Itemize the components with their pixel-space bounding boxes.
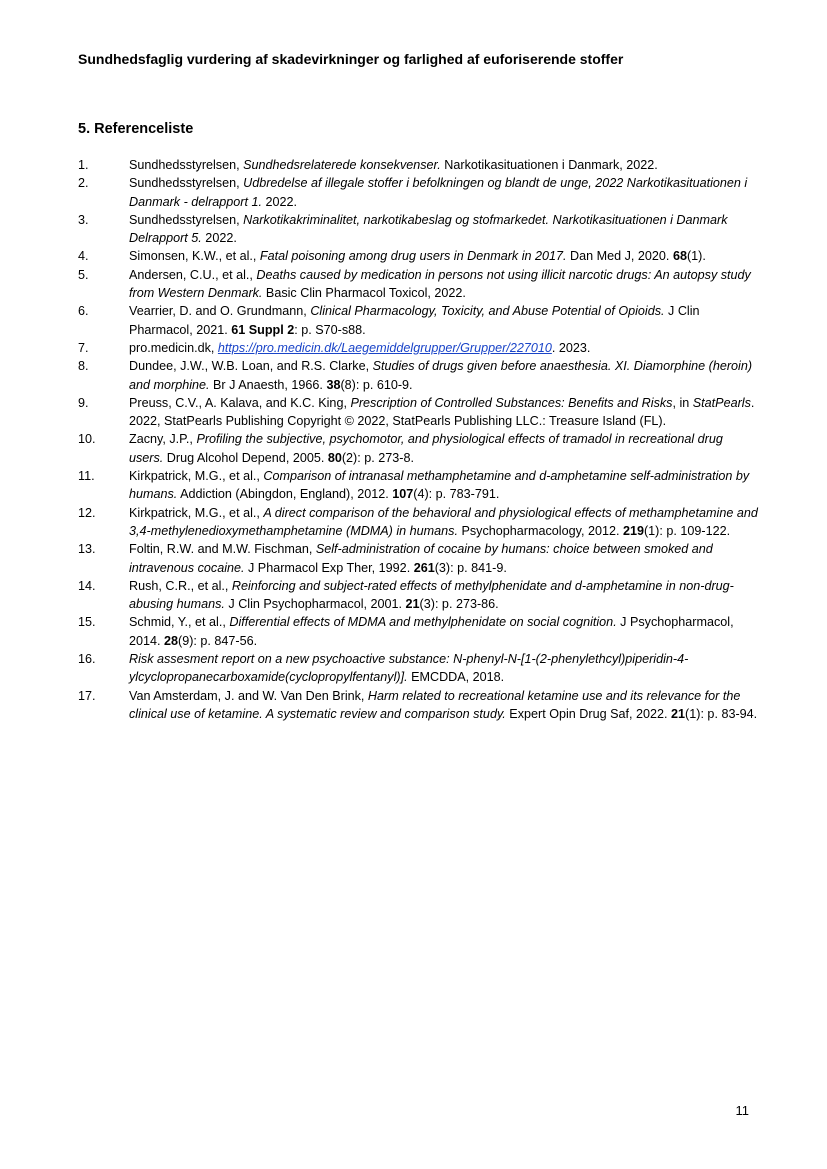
reference-segment: Kirkpatrick, M.G., et al., [129,505,264,520]
reference-segment: 2022. [262,194,298,209]
reference-text [129,302,758,339]
reference-segment: Rush, C.R., et al., [129,578,232,593]
reference-item [78,174,758,211]
reference-item [78,156,758,174]
reference-text [129,687,758,724]
reference-segment: Dundee, J.W., W.B. Loan, and R.S. Clarke, [129,359,373,374]
reference-text [129,540,758,577]
reference-title: Risk assesment report on a new psychoactive substance: N-phenyl-N-[1-(2-phenylethcyl)piperidin-4-ylcyclopropanecarboxamide(cyclopropylfentanyl)]. [129,652,689,685]
reference-number: 9. [78,395,89,410]
reference-text [129,266,758,303]
reference-title: Comparison of intranasal methamphetamine and d-amphetamine self-administration by humans. [129,469,750,502]
reference-title: Differential effects of MDMA and methylphenidate on social cognition. [229,615,617,630]
reference-item [78,687,758,724]
reference-item [78,266,758,303]
reference-text [129,247,758,265]
reference-segment: (1): p. 83-94. [685,706,758,721]
reference-segment: Addiction (Abingdon, England), 2012. [177,487,393,502]
reference-segment: Kirkpatrick, M.G., et al., [129,469,264,484]
reference-segment: . 2023. [551,340,591,355]
reference-title: Harm related to recreational ketamine use and its relevance for the clinical use of ketamine. A systematic review and comparison study. [129,688,741,721]
reference-volume: 38 [326,377,341,392]
reference-text [129,613,758,650]
reference-segment: Sundhedsstyrelsen, [129,176,244,191]
reference-segment: Br J Anaesth, 1966. [209,377,327,392]
reference-segment: Drug Alcohol Depend, 2005. [163,450,328,465]
reference-volume: 107 [392,487,414,502]
reference-segment: (8): p. 610-9. [340,377,413,392]
reference-text [129,430,758,467]
reference-item [78,577,758,614]
reference-segment: Van Amsterdam, J. and W. Van Den Brink, [129,688,368,703]
reference-segment: J Psychopharmacol, 2014. [129,615,734,648]
reference-link[interactable]: https://pro.medicin.dk/Laegemiddelgrupper/Grupper/227010 [217,340,552,355]
reference-segment: Simonsen, K.W., et al., [129,249,260,264]
reference-segment: (3): p. 841-9. [434,560,507,575]
reference-text [129,504,758,541]
reference-volume: 261 [413,560,435,575]
reference-title: Reinforcing and subject-rated effects of methylphenidate and d-amphetamine in non-drug-abusing humans. [129,578,734,612]
reference-item [78,467,758,504]
reference-volume: 28 [164,633,179,648]
reference-item [78,211,758,248]
page-header: Sundhedsfaglig vurdering af skadevirkninger og farlighed af euforiserende stoffer [78,51,624,67]
reference-segment: (9): p. 847-56. [178,633,258,648]
reference-segment: Vearrier, D. and O. Grundmann, [129,304,311,319]
reference-number: 11. [78,469,95,484]
reference-segment: . 2022, StatPearls Publishing Copyright © 2022, StatPearls Publishing LLC.: Treasure Island (FL). [129,395,755,429]
reference-volume: 21 [405,597,420,612]
reference-text [129,211,758,248]
reference-segment: Sundhedsstyrelsen, [129,158,244,172]
reference-title: Studies of drugs given before anaesthesia. XI. Diamorphine (heroin) and morphine. [129,359,753,392]
reference-title: Udbredelse af illegale stoffer i befolkningen og blandt de unge, 2022 Narkotikasituationen i Danmark - delrapport 1. [129,176,748,209]
reference-volume: 219 [622,523,644,538]
reference-segment: (4): p. 783-791. [413,487,500,502]
reference-text [129,467,758,504]
reference-item [78,540,758,577]
reference-text [129,577,758,614]
reference-number: 7. [78,340,89,355]
reference-segment: : p. S70-s88. [294,322,366,337]
reference-number: 17. [78,688,96,703]
reference-title: Narkotikakriminalitet, narkotikabeslag og stofmarkedet. Narkotikasituationen i Danmark Delrapport 5. [129,212,728,246]
reference-segment: (2): p. 273-8. [341,450,414,465]
reference-segment: Preuss, C.V., A. Kalava, and K.C. King, [129,395,351,410]
reference-segment: EMCDDA, 2018. [407,670,505,685]
reference-number: 10. [78,432,96,447]
reference-segment: J Clin Psychopharmacol, 2001. [224,597,406,612]
reference-segment: (3): p. 273-86. [419,597,499,612]
reference-segment: (1): p. 109-122. [643,523,731,538]
reference-segment: Andersen, C.U., et al., [129,267,257,282]
reference-title: Self-administration of cocaine by humans: choice between smoked and intravenous cocaine. [129,542,713,575]
reference-segment: Expert Opin Drug Saf, 2022. [505,706,672,721]
section-title: 5. Referenceliste [78,121,194,137]
reference-segment: J Pharmacol Exp Ther, 1992. [244,560,414,575]
reference-number: 2. [78,176,89,191]
reference-segment: 2022. [201,231,237,246]
reference-segment: , in [672,395,693,410]
reference-volume: 80 [327,450,342,465]
reference-item [78,339,758,357]
reference-list [78,156,758,723]
reference-volume: 68 [672,249,687,264]
reference-number: 16. [78,652,96,667]
reference-segment: Sundhedsstyrelsen, [129,212,244,227]
reference-number: 12. [78,505,96,520]
reference-text [129,174,758,211]
reference-volume: 21 [671,706,686,721]
reference-segment: pro.medicin.dk, [129,340,218,355]
reference-title: Prescription of Controlled Substances: Benefits and Risks [350,395,673,410]
reference-number: 8. [78,359,89,374]
reference-text [129,339,758,357]
reference-number: 6. [78,304,89,319]
reference-title: Sundhedsrelaterede konsekvenser. [243,158,441,172]
reference-segment: (1). [686,249,706,264]
reference-item [78,430,758,467]
reference-title: Profiling the subjective, psychomotor, and physiological effects of tramadol in recreational drug users. [129,432,723,465]
reference-item [78,650,758,687]
reference-title: Clinical Pharmacology, Toxicity, and Abuse Potential of Opioids. [310,304,665,319]
reference-number: 13. [78,542,96,557]
reference-text [129,650,758,687]
reference-segment: Basic Clin Pharmacol Toxicol, 2022. [262,286,466,301]
reference-segment: Narkotikasituationen i Danmark, 2022. [440,158,658,172]
reference-item [78,357,758,394]
reference-title: StatPearls [692,395,751,410]
reference-item [78,394,758,431]
reference-segment: Schmid, Y., et al., [129,615,230,630]
reference-number: 5. [78,267,89,282]
reference-text [129,357,758,394]
reference-segment: Psychopharmacology, 2012. [457,523,623,538]
reference-number: 1. [78,158,89,172]
reference-segment: Foltin, R.W. and M.W. Fischman, [129,542,316,557]
reference-title: Fatal poisoning among drug users in Denmark in 2017. [259,249,567,264]
reference-item [78,247,758,265]
reference-number: 15. [78,615,96,630]
reference-number: 14. [78,578,96,593]
reference-segment: Dan Med J, 2020. [566,249,673,264]
page-number: 11 [735,1103,749,1118]
reference-segment: J Clin Pharmacol, 2021. [129,304,700,337]
reference-volume: 61 Suppl 2 [231,322,295,337]
reference-number: 4. [78,249,89,264]
reference-title: A direct comparison of the behavioral and physiological effects of methamphetamine and 3,4-methylenedioxymethamphetamine (MDMA) in humans. [129,505,758,538]
reference-text [129,156,758,174]
reference-item [78,504,758,541]
reference-title: Deaths caused by medication in persons not using illicit narcotic drugs: An autopsy study from Western Denmark. [129,267,751,301]
reference-item [78,613,758,650]
reference-item [78,302,758,339]
reference-number: 3. [78,212,89,227]
reference-text [129,394,758,431]
reference-segment: Zacny, J.P., [129,432,197,447]
